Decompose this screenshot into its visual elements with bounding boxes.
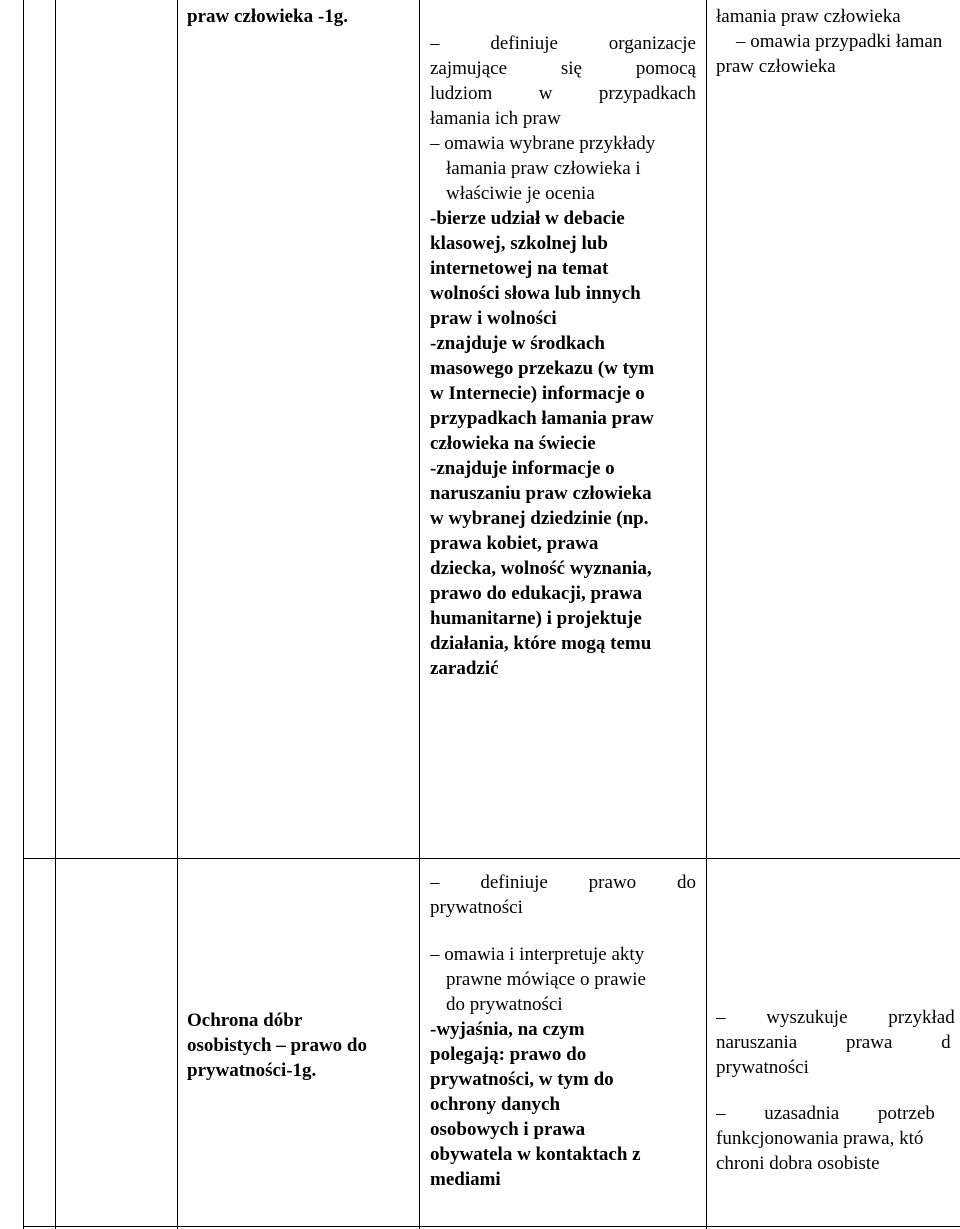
row1-req-bold-line-16: prawo do edukacji, prawa <box>430 583 643 604</box>
row1-req-bold-line-18: działania, które mogą temu <box>430 633 652 654</box>
row1-req-bold-line-10: człowieka na świecie <box>430 433 596 454</box>
row2-topic-cell <box>187 1008 412 1083</box>
row1-req-item1-line-4: łamania ich praw <box>430 108 561 129</box>
row1-req-item1-line-1: – definiuje organizacje <box>430 33 696 54</box>
row2-ext-spacer <box>716 1080 960 1101</box>
row2-req-bold-line-7: mediami <box>430 1169 501 1190</box>
row1-req-bold-line-8: w Internecie) informacje o <box>430 383 645 404</box>
row1-req-bold-line-3: internetowej na temat <box>430 258 609 279</box>
row2-req-item1-line-2: prywatności <box>430 897 523 918</box>
row1-req-bold-line-11: -znajduje informacje o <box>430 458 615 479</box>
row2-req-item2-line-3: do prywatności <box>446 994 563 1015</box>
row1-req-bold-line-1: -bierze udział w debacie <box>430 208 625 229</box>
row2-ext-item2-line-3: chroni dobra osobiste <box>716 1153 880 1174</box>
row1-ext-line-1: łamania praw człowieka <box>716 6 901 27</box>
row1-requirements-basic-cell <box>430 31 696 681</box>
row2-req-item2-line-2: prawne mówiące o prawie <box>446 969 646 990</box>
row1-requirements-extended-cell <box>716 4 960 79</box>
row2-req-bold-line-3: prywatności, w tym do <box>430 1069 614 1090</box>
row1-req-bold-line-4: wolności słowa lub innych <box>430 283 641 304</box>
row2-topic-line-2: osobistych – prawo do <box>187 1035 367 1056</box>
row1-req-item2-line-1: – omawia wybrane przykłady <box>430 133 656 154</box>
row2-req-item1-line-1: – definiuje prawo do <box>430 872 696 893</box>
row1-req-bold-line-7: masowego przekazu (w tym <box>430 358 655 379</box>
row1-req-bold-line-14: prawa kobiet, prawa <box>430 533 599 554</box>
row1-topic-cell <box>187 4 412 29</box>
table-col-divider-3 <box>419 0 420 1229</box>
row1-req-bold-line-13: w wybranej dziedzinie (np. <box>430 508 649 529</box>
row1-req-bold-line-9: przypadkach łamania praw <box>430 408 654 429</box>
row2-req-bold-line-5: osobowych i prawa <box>430 1119 586 1140</box>
row1-req-bold-line-12: naruszaniu praw człowieka <box>430 483 652 504</box>
row1-req-item2-line-3: właściwie je ocenia <box>446 183 595 204</box>
table-col-divider-4 <box>706 0 707 1229</box>
row1-topic-line-1: praw człowieka -1g. <box>187 6 348 27</box>
row1-req-bold-line-6: -znajduje w środkach <box>430 333 605 354</box>
row1-ext-line-3: praw człowieka <box>716 56 836 77</box>
row1-ext-line-2: – omawia przypadki łaman <box>736 31 943 52</box>
row2-requirements-basic-cell <box>430 870 696 1192</box>
row2-ext-item2-line-2: funkcjonowania prawa, któ <box>716 1128 924 1149</box>
row1-req-bold-line-19: zaradzić <box>430 658 499 679</box>
row2-requirements-extended-cell <box>716 1005 960 1176</box>
row1-req-bold-line-2: klasowej, szkolnej lub <box>430 233 608 254</box>
row2-req-bold-line-2: polegają: prawo do <box>430 1044 587 1065</box>
row2-req-item2-line-1: – omawia i interpretuje akty <box>430 944 645 965</box>
table-border-left <box>23 0 24 1229</box>
row1-req-item1-line-2: zajmujące się pomocą <box>430 58 696 79</box>
row2-ext-item1-line-2: naruszania prawa d <box>716 1032 951 1053</box>
row1-req-bold-line-17: humanitarne) i projektuje <box>430 608 642 629</box>
table-border-bottom <box>23 1226 960 1227</box>
row2-req-spacer <box>430 920 696 942</box>
row2-ext-item2-line-1: – uzasadnia potrzeb <box>716 1103 935 1124</box>
table-col-divider-1 <box>55 0 56 1229</box>
row2-ext-item1-line-1: – wyszukuje przykład <box>716 1007 955 1028</box>
table-col-divider-2 <box>177 0 178 1229</box>
row1-req-item1-line-3: ludziom w przypadkach <box>430 83 696 104</box>
row2-req-bold-line-1: -wyjaśnia, na czym <box>430 1019 585 1040</box>
row2-topic-line-3: prywatności-1g. <box>187 1060 317 1081</box>
row2-topic-line-1: Ochrona dóbr <box>187 1010 303 1031</box>
row2-req-bold-line-4: ochrony danych <box>430 1094 561 1115</box>
row1-req-bold-line-5: praw i wolności <box>430 308 557 329</box>
table-row-divider <box>23 858 960 859</box>
row1-req-bold-line-15: dziecka, wolność wyznania, <box>430 558 652 579</box>
row2-req-bold-line-6: obywatela w kontaktach z <box>430 1144 641 1165</box>
row2-ext-item1-line-3: prywatności <box>716 1057 809 1078</box>
row1-req-item2-line-2: łamania praw człowieka i <box>446 158 641 179</box>
